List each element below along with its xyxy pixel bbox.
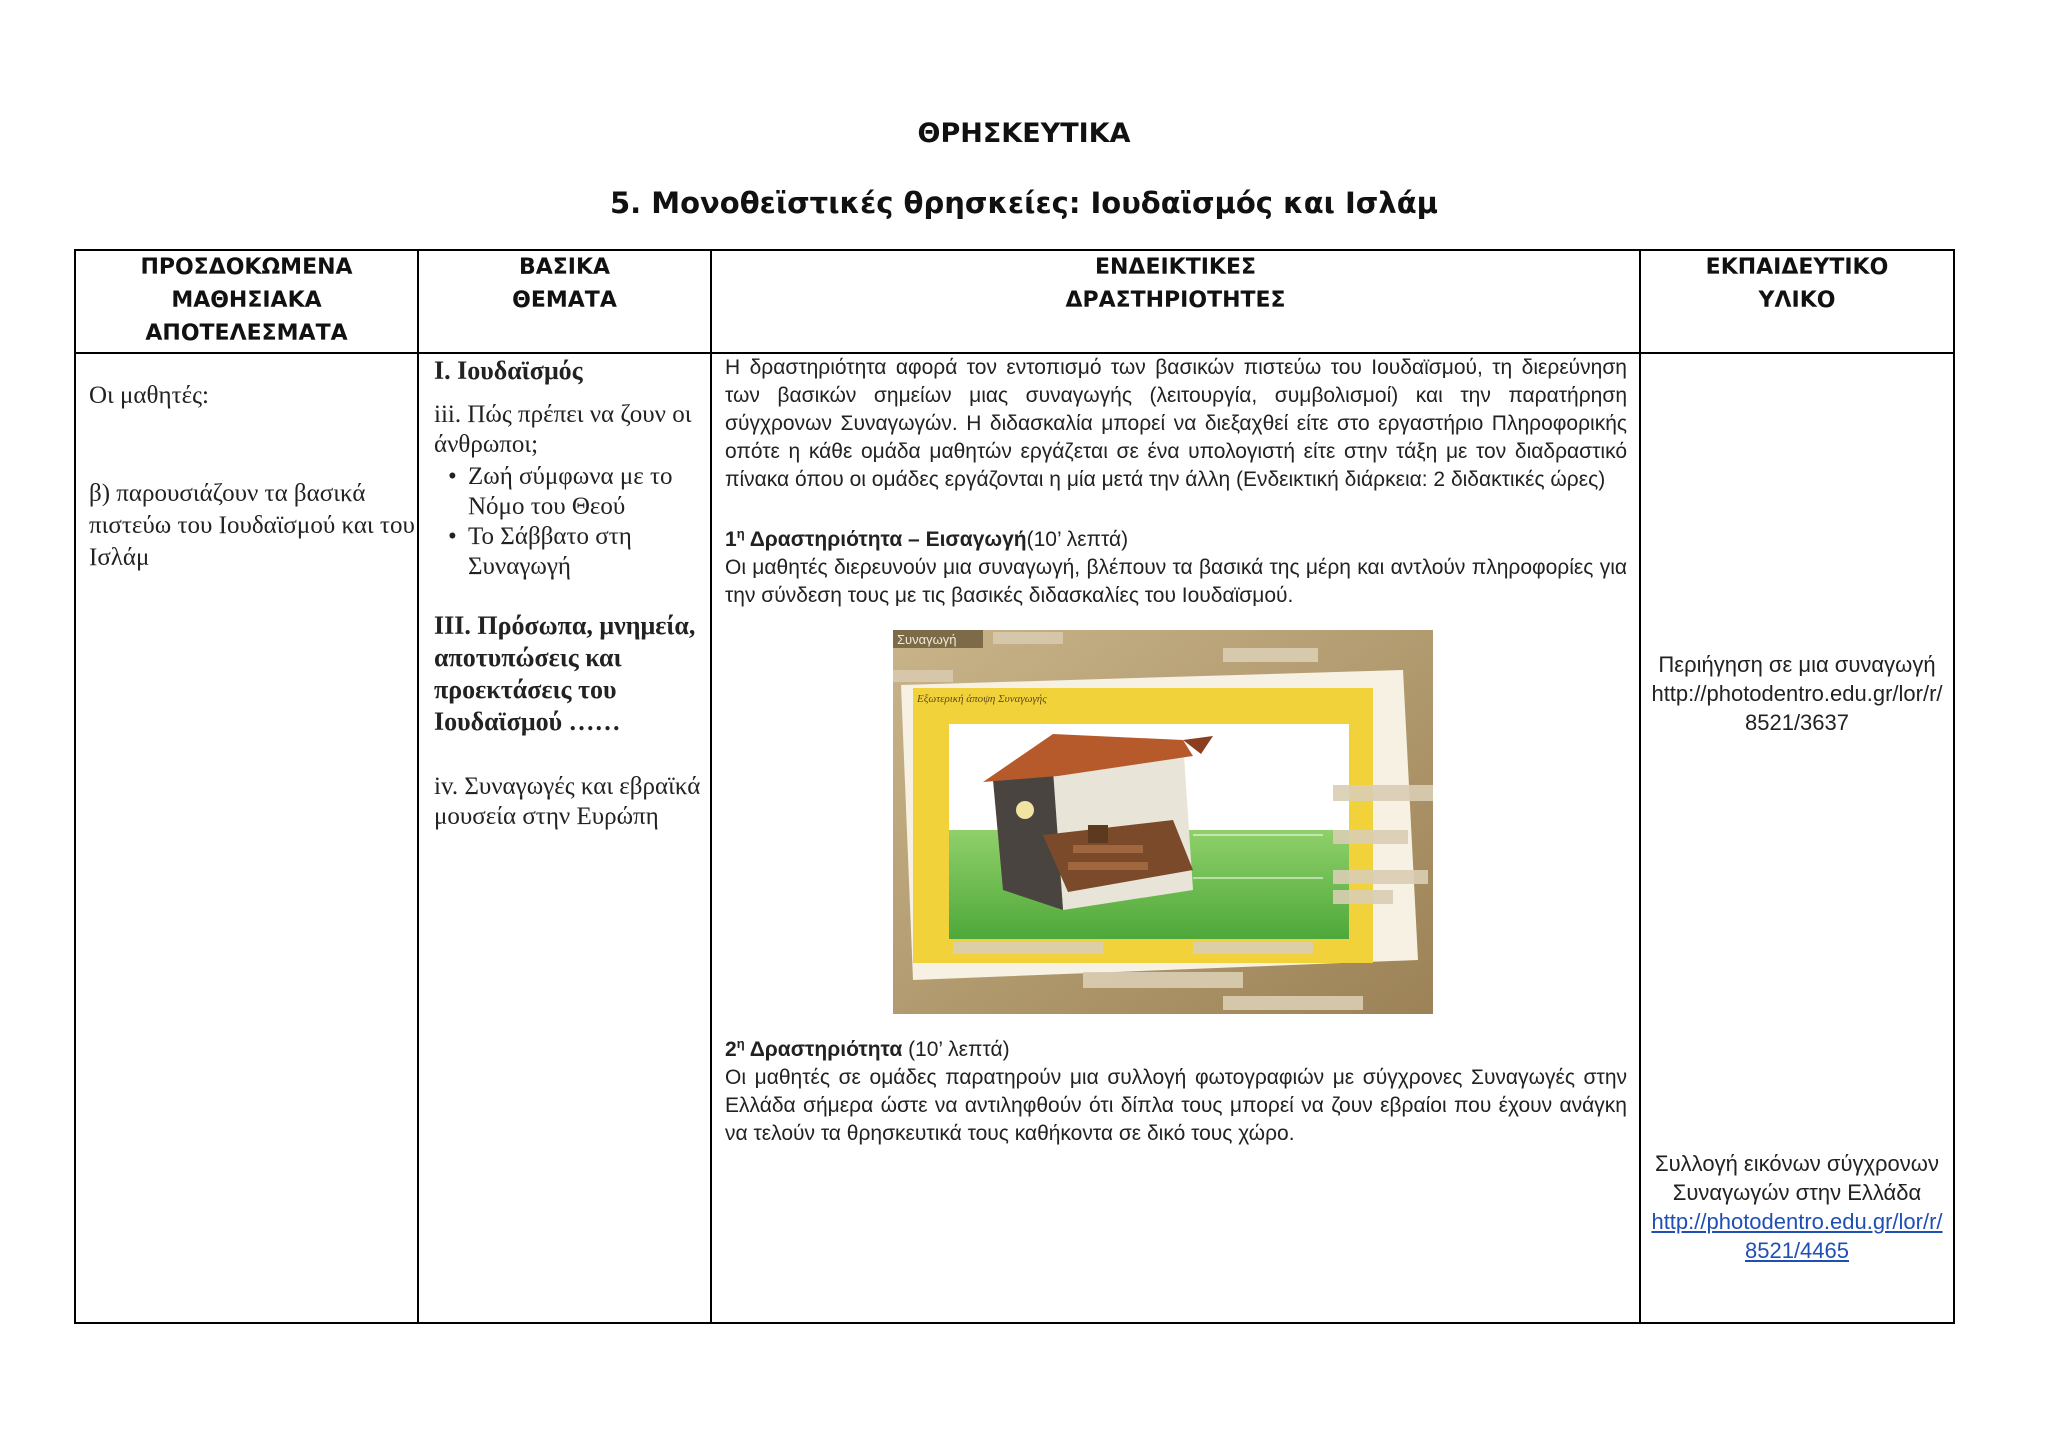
resource-1 <box>1647 650 1947 737</box>
resource-2-link[interactable]: http://photodentro.edu.gr/lor/r/8521/4465 <box>1651 1209 1943 1263</box>
list-item: • Το Σάββατο στη Συναγωγή <box>448 523 632 580</box>
activity-2-heading: $2^\eta$ Δραστηριότητα (10’ λεπτά) <box>725 1036 1010 1061</box>
material-cell <box>1640 353 1954 1323</box>
curriculum-table <box>74 249 1955 1324</box>
outcomes-intro: Οι μαθητές: <box>89 382 209 409</box>
activity-2-text: Οι μαθητές σε ομάδες παρατηρούν μια συλλογή φωτογραφιών με σύγχρονες Συναγωγές στην Ελλάδα σήμερα ώστε να αντιληφθούν ότι δίπλα τους μπορεί να ζουν εβραίοι που έχουν ανάγκη να τελούν τα θρησκευτικά τους καθήκοντα σε δικό τους χώρο. <box>725 1066 1627 1145</box>
topic-heading-judaism: Ι. Ιουδαϊσμός <box>434 356 583 385</box>
outcomes-item: β) παρουσιάζουν τα βασικά πιστεύω του Ιουδαϊσμού και του Ισλάμ <box>89 480 415 571</box>
activity-1-text: Οι μαθητές διερευνούν μια συναγωγή, βλέπουν τα βασικά της μέρη και αντλούν πληροφορίες για την σύνδεση τους με τις βασικές διδασκαλίες του Ιουδαϊσμού. <box>725 556 1627 607</box>
topic-bullets <box>434 462 710 582</box>
unit-title: 5. Μονοθεϊστικές θρησκείες: Ιουδαϊσμός και Ισλάμ <box>609 186 1438 220</box>
outcomes-cell <box>75 353 418 1323</box>
activities-cell <box>711 353 1640 1323</box>
content-row <box>75 353 1954 1323</box>
topics-cell <box>418 353 711 1323</box>
activities-intro: Η δραστηριότητα αφορά τον εντοπισμό των βασικών πιστεύω του Ιουδαϊσμού, τη διερεύνηση των βασικών σημείων μιας συναγωγής (λειτουργία, συμβολισμοί) και την παρατήρηση σύγχρονων Συναγωγών. Η διδασκαλία μπορεί να διεξαχθεί είτε στο εργαστήριο Πληροφορικής οπότε η κάθε ομάδα μαθητών εργάζεται σε ένα υπολογιστή είτε στην τάξη με τον διαδραστικό πίνακα όπου οι ομάδες εργάζονται η μία μετά την άλλη (Ενδεικτική διάρκεια: 2 διδακτικές ώρες) <box>725 356 1627 491</box>
header-material: ΕΚΠΑΙΔΕΥΤΙΚΟ ΥΛΙΚΟ <box>1640 250 1954 353</box>
header-topics: ΒΑΣΙΚΑ ΘΕΜΑΤΑ <box>418 250 711 353</box>
synagogue-screenshot-image <box>893 630 1433 1014</box>
resource-1-label: Περιήγηση σε μια συναγωγή <box>1658 652 1936 677</box>
image-subtitle: Εξωτερική άποψη Συναγωγής <box>917 693 1047 705</box>
resource-1-url: http://photodentro.edu.gr/lor/r/8521/3637 <box>1651 681 1943 735</box>
page-title: ΘΡΗΣΚΕΥΤΙΚΑ <box>917 118 1131 149</box>
header-activities: ΕΝΔΕΙΚΤΙΚΕΣ ΔΡΑΣΤΗΡΙΟΤΗΤΕΣ <box>711 250 1640 353</box>
topic-heading-monuments: ΙΙΙ. Πρόσωπα, μνημεία, αποτυπώσεις και προεκτάσεις του Ιουδαϊσμού …… <box>434 611 696 736</box>
list-item: • Ζωή σύμφωνα με το Νόμο του Θεού <box>448 463 673 520</box>
header-outcomes: ΠΡΟΣΔΟΚΩΜΕΝΑ ΜΑΘΗΣΙΑΚΑ ΑΠΟΤΕΛΕΣΜΑΤΑ <box>75 250 418 353</box>
activity-1-heading: $1^\eta$ Δραστηριότητα – Εισαγωγή(10’ λεπτά) <box>725 526 1129 551</box>
topic-item-synagogues: iv. Συναγωγές και εβραϊκά μουσεία στην Ευρώπη <box>434 773 701 830</box>
synagogue-illustration <box>893 630 1433 1014</box>
resource-2 <box>1647 1149 1947 1265</box>
resource-2-label: Συλλογή εικόνων σύγχρονων Συναγωγών στην Ελλάδα <box>1655 1151 1939 1205</box>
header-row <box>75 250 1954 353</box>
topic-question: iii. Πώς πρέπει να ζουν οι άνθρωποι; <box>434 401 692 458</box>
image-header-label: Συναγωγή <box>897 632 957 647</box>
